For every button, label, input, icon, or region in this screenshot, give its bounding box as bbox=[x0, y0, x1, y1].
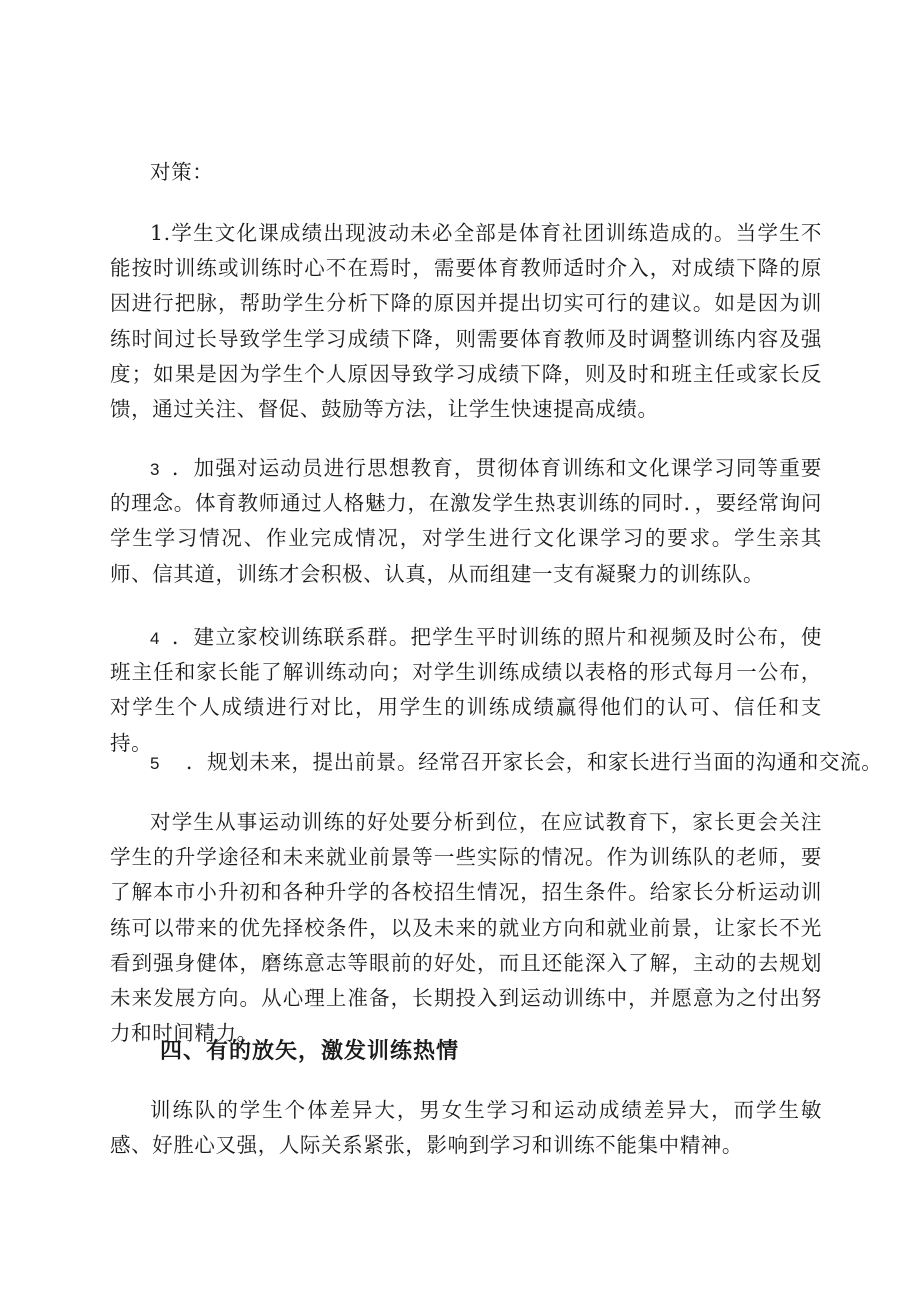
item-3-number: 3 bbox=[150, 460, 161, 479]
paragraph-item-3: ．加强对运动员进行思想教育，贯彻体育训练和文化课学习同等重要的理念。体育教师通过人格魅力，在激发学生热衷训练的同时．，要经常询问学生学习情况、作业完成情况，对学生进行文化课学习的要求。学生亲其师、信其道，训练才会积极、认真，从而组建一支有凝聚力的训练队。 bbox=[110, 456, 822, 586]
countermeasures-label: 对策： bbox=[150, 160, 214, 184]
paragraph-parents: 对学生从事运动训练的好处要分析到位，在应试教育下，家长更会关注学生的升学途径和未来就业前景等一些实际的情况。作为训练队的老师，要了解本市小升初和各种升学的各校招生情况，招生条件。给家长分析运动训练可以带来的优先择校条件，以及未来的就业方向和就业前景，让家长不光看到强身健体，磨练意志等眼前的好处，而且还能深入了解，主动的去规划未来发展方向。从心理上准备，长期投入到运动训练中，并愿意为之付出努力和时间精力。 bbox=[110, 810, 822, 1046]
paragraph-item-4: ．建立家校训练联系群。把学生平时训练的照片和视频及时公布，使班主任和家长能了解训练动向；对学生训练成绩以表格的形式每月一公布，对学生个人成绩进行对比，用学生的训练成绩赢得他们的认可、信任和支持。 bbox=[110, 625, 822, 755]
section-4-heading: 四、有的放矢，激发训练热情 bbox=[160, 1038, 460, 1064]
paragraph-item-5: ．规划未来，提出前景。经常召开家长会，和家长进行当面的沟通和交流。 bbox=[186, 750, 883, 774]
paragraph-section-4: 训练队的学生个体差异大，男女生学习和运动成绩差异大，而学生敏感、好胜心又强，人际关系紧张，影响到学习和训练不能集中精神。 bbox=[110, 1098, 822, 1158]
item-4-number: 4 bbox=[150, 629, 161, 648]
paragraph-item-5-number-line bbox=[150, 745, 160, 781]
item-5-number: 5 bbox=[150, 754, 161, 773]
paragraph-item-1: 1.学生文化课成绩出现波动未必全部是体育社团训练造成的。当学生不能按时训练或训练时心不在焉时，需要体育教师适时介入，对成绩下降的原因进行把脉，帮助学生分析下降的原因并提出切实可行的建议。如是因为训练时间过长导致学生学习成绩下降，则需要体育教师及时调整训练内容及强度；如果是因为学生个人原因导致学习成绩下降，则及时和班主任或家长反馈，通过关注、督促、鼓励等方法，让学生快速提高成绩。 bbox=[110, 221, 822, 422]
